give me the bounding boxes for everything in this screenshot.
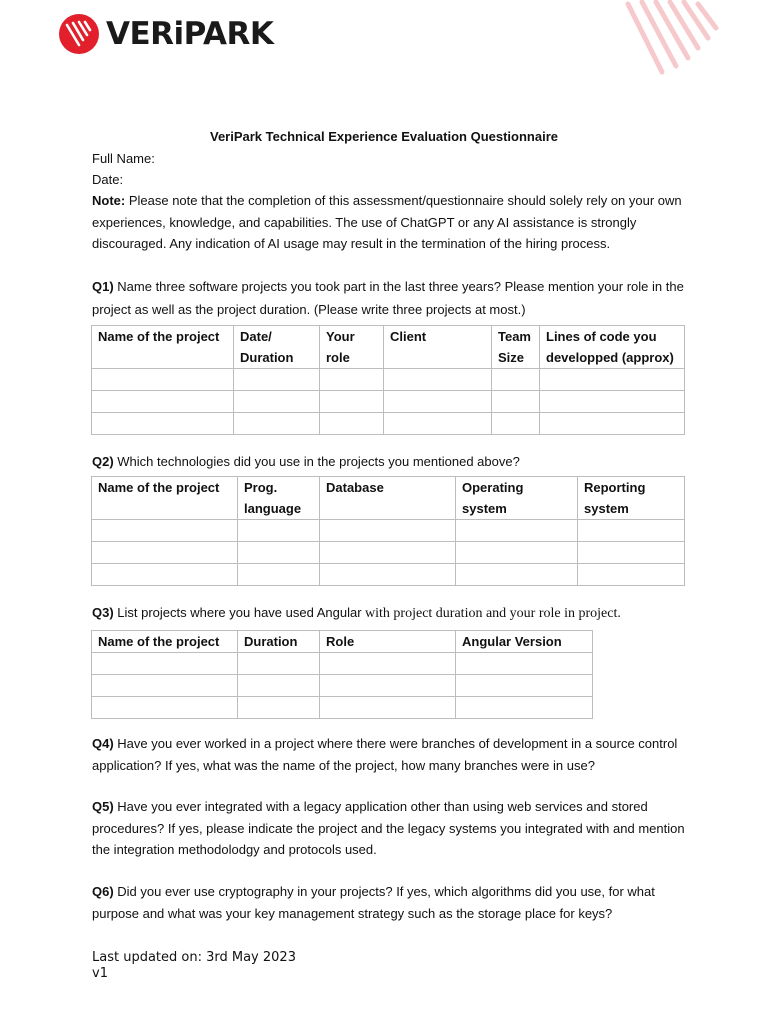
table-cell[interactable] [320,391,384,413]
table-cell[interactable] [92,369,234,391]
q2-question [92,451,688,473]
q2-col-project: Name of the project [92,477,238,520]
table-cell[interactable] [456,697,593,719]
q1-table [91,325,685,435]
page-footer [92,950,296,982]
q3-question [92,602,688,625]
decorative-stripes-icon [618,0,728,80]
table-cell[interactable] [492,391,540,413]
q4-question [92,733,688,776]
table-cell[interactable] [320,542,456,564]
table-row [92,697,593,719]
q1-question [92,275,688,321]
table-row [92,369,685,391]
table-cell[interactable] [92,675,238,697]
q1-label: Q1) [92,279,114,294]
table-cell[interactable] [238,520,320,542]
date-label: Date: [92,172,124,187]
table-cell[interactable] [384,369,492,391]
table-cell[interactable] [456,542,578,564]
note-label: Note: [92,193,126,208]
q6-label: Q6) [92,884,114,899]
q4-text: Have you ever worked in a project where there were branches of development in a source control application? If yes, what was the name of the project, how many branches were in use? [92,736,678,773]
q2-col-os: Operating system [456,477,578,520]
table-row [92,542,685,564]
table-cell[interactable] [92,520,238,542]
q3-label: Q3) [92,605,114,620]
table-cell[interactable] [238,653,320,675]
q2-col-reporting: Reporting system [578,477,685,520]
q5-question [92,796,688,861]
table-cell[interactable] [578,542,685,564]
table-cell[interactable] [540,369,685,391]
table-header-row [92,326,685,369]
veripark-logo [58,12,273,56]
table-cell[interactable] [540,391,685,413]
table-cell[interactable] [320,653,456,675]
version-text: v1 [92,966,108,981]
note-text: Please note that the completion of this assessment/questionnaire should solely rely on your own experiences, knowledge, and capabilities. The use of ChatGPT or any AI assistance is strongly discouraged. Any indication of AI usage may result in the termination of the hiring process. [92,193,682,251]
table-cell[interactable] [92,564,238,586]
table-cell[interactable] [320,369,384,391]
table-cell[interactable] [234,391,320,413]
q1-col-role: Your role [320,326,384,369]
q4-label: Q4) [92,736,114,751]
page-title: VeriPark Technical Experience Evaluation Questionnaire [209,129,558,144]
q1-col-client: Client [384,326,492,369]
q6-question [92,881,688,924]
table-cell[interactable] [492,369,540,391]
q1-col-team-size: Team Size [492,326,540,369]
table-cell[interactable] [92,391,234,413]
table-cell[interactable] [92,653,238,675]
logo-wordmark: VERiPARK [106,16,274,52]
q5-label: Q5) [92,799,114,814]
q2-col-database: Database [320,477,456,520]
table-row [92,413,685,435]
table-cell[interactable] [320,675,456,697]
table-header-row [92,477,685,520]
table-cell[interactable] [238,542,320,564]
table-cell[interactable] [320,413,384,435]
q3-text-b: with project duration and your role in project. [361,606,621,621]
q3-col-duration: Duration [238,631,320,653]
table-cell[interactable] [238,675,320,697]
table-cell[interactable] [238,697,320,719]
q5-text: Have you ever integrated with a legacy application other than using web services and stored procedures? If yes, please indicate the project and the legacy systems you integrated with and mention the integration methodolodgy and protocols used. [92,799,685,857]
table-cell[interactable] [234,413,320,435]
q6-text: Did you ever use cryptography in your projects? If yes, which algorithms did you use, for what purpose and what was your key management strategy such as the storage place for keys? [92,884,655,921]
table-cell[interactable] [456,564,578,586]
table-cell[interactable] [456,520,578,542]
table-cell[interactable] [578,520,685,542]
table-cell[interactable] [456,653,593,675]
table-cell[interactable] [384,413,492,435]
last-updated-text: Last updated on: 3rd May 2023 [92,950,296,965]
table-cell[interactable] [238,564,320,586]
table-cell[interactable] [384,391,492,413]
q1-col-lines-of-code: Lines of code you developped (approx) [540,326,685,369]
q3-col-role: Role [320,631,456,653]
q1-text: Name three software projects you took part in the last three years? Please mention your role in the project as well as the project duration. (Please write three projects at most.) [92,279,684,317]
table-row [92,391,685,413]
note-paragraph [92,190,688,255]
table-row [92,675,593,697]
q2-table [91,476,685,586]
q2-col-language: Prog. language [238,477,320,520]
table-cell[interactable] [320,697,456,719]
table-cell[interactable] [456,675,593,697]
table-cell[interactable] [492,413,540,435]
table-row [92,520,685,542]
table-cell[interactable] [234,369,320,391]
table-cell[interactable] [578,564,685,586]
table-cell[interactable] [320,520,456,542]
table-cell[interactable] [320,564,456,586]
table-row [92,653,593,675]
q2-label: Q2) [92,454,114,469]
table-header-row [92,631,593,653]
q1-col-project: Name of the project [92,326,234,369]
table-row [92,564,685,586]
veripark-logo-mark-icon [58,13,100,55]
table-cell[interactable] [92,697,238,719]
q3-table [91,630,593,719]
q3-col-project: Name of the project [92,631,238,653]
q3-col-angular-version: Angular Version [456,631,593,653]
full-name-label: Full Name: [92,151,155,166]
q1-col-duration: Date/ Duration [234,326,320,369]
table-cell[interactable] [540,413,685,435]
table-cell[interactable] [92,542,238,564]
q2-text: Which technologies did you use in the projects you mentioned above? [113,454,520,469]
q3-text-a: List projects where you have used Angular [113,605,362,620]
table-cell[interactable] [92,413,234,435]
